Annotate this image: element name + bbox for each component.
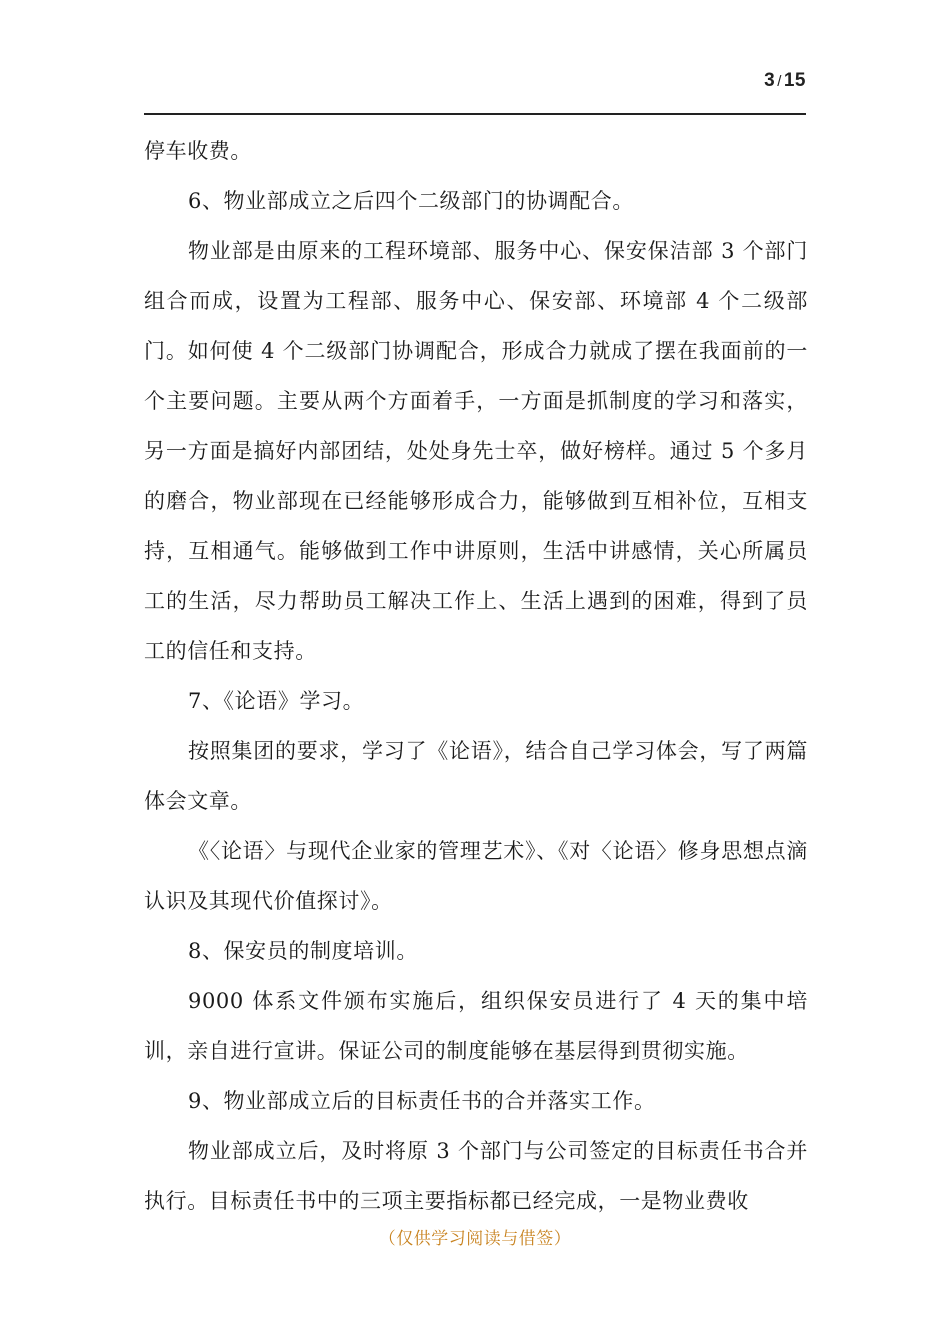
header-rule bbox=[144, 113, 806, 115]
paragraph: 物业部是由原来的工程环境部、服务中心、保安保洁部 3 个部门组合而成，设置为工程部、服务中心、保安部、环境部 4 个二级部门。如何使 4 个二级部门协调配合，形成合力就成了摆在我面前的一个主要问题。主要从两个方面着手，一方面是抓制度的学习和落实，另一方面是搞好内部团结，处处身先士卒，做好榜样。通过 5 个多月的磨合，物业部现在已经能够形成合力，能够做到互相补位，互相支持，互相通气。能够做到工作中讲原则，生活中讲感情，关心所属员工的生活，尽力帮助员工解决工作上、生活上遇到的困难，得到了员工的信任和支持。 bbox=[144, 239, 808, 663]
page-current: 3 bbox=[764, 70, 776, 91]
section-heading: 8、保安员的制度培训。 bbox=[188, 939, 418, 963]
page-number bbox=[764, 70, 806, 92]
paragraph: 停车收费。 bbox=[144, 139, 252, 163]
page-total: 15 bbox=[783, 70, 806, 91]
paragraph: 《〈论语〉与现代企业家的管理艺术》、《对〈论语〉修身思想点滴认识及其现代价值探讨》。 bbox=[144, 839, 808, 913]
section-heading: 7、《论语》学习。 bbox=[188, 689, 365, 713]
paragraph: 按照集团的要求，学习了《论语》，结合自己学习体会，写了两篇体会文章。 bbox=[144, 739, 808, 813]
document-body bbox=[144, 126, 808, 1226]
paragraph: 物业部成立后，及时将原 3 个部门与公司签定的目标责任书合并执行。目标责任书中的三项主要指标都已经完成，一是物业费收 bbox=[144, 1139, 808, 1213]
section-heading: 6、物业部成立之后四个二级部门的协调配合。 bbox=[188, 189, 634, 213]
section-heading: 9、物业部成立后的目标责任书的合并落实工作。 bbox=[188, 1089, 656, 1113]
page-separator: / bbox=[777, 73, 782, 90]
footer-note: （仅供学习阅读与借签） bbox=[378, 1229, 572, 1249]
paragraph: 9000 体系文件颁布实施后，组织保安员进行了 4 天的集中培训，亲自进行宣讲。保证公司的制度能够在基层得到贯彻实施。 bbox=[144, 989, 808, 1063]
